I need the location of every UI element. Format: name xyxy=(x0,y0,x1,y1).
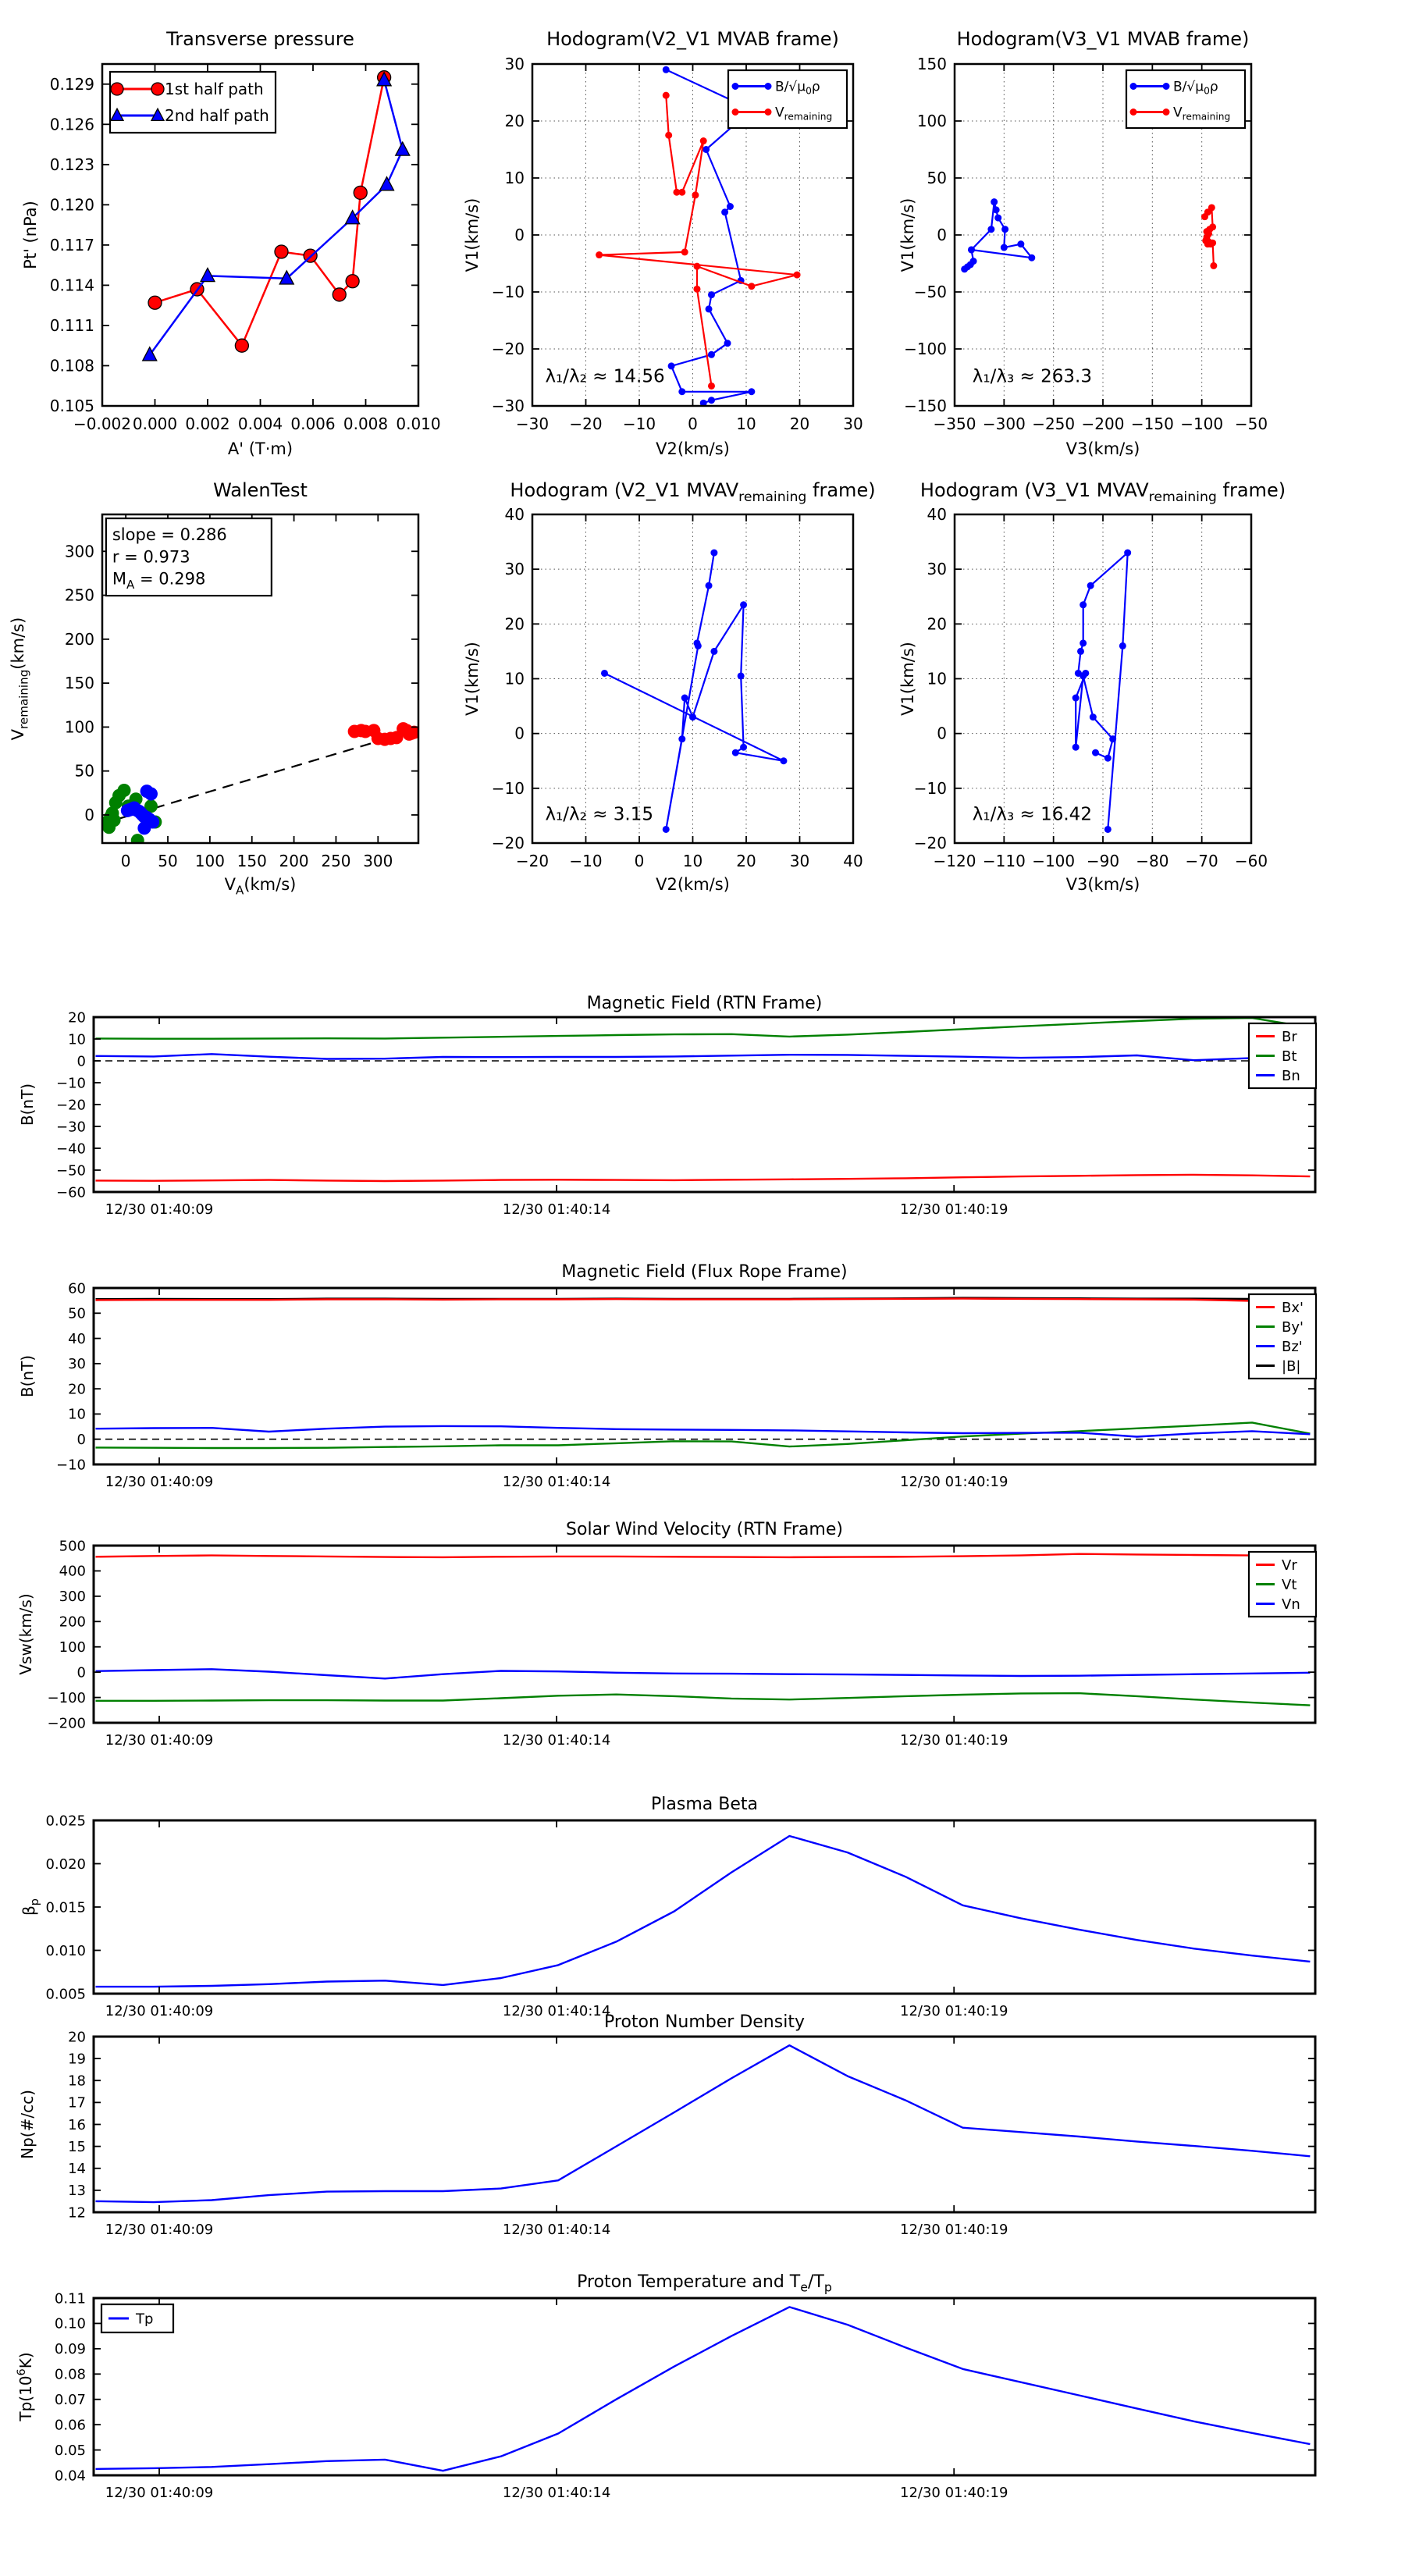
x-tick-label: −250 xyxy=(1032,415,1076,433)
y-tick-label: −10 xyxy=(913,778,947,798)
y-axis-label: Pt' (nPa) xyxy=(21,201,40,269)
chart-title: Proton Temperature and $T_e/T_p$ xyxy=(577,2272,832,2295)
y-tick-label: 50 xyxy=(74,761,94,781)
x-tick-label: −100 xyxy=(1032,852,1076,870)
x-tick-label: 12/30 01:40:09 xyxy=(105,2003,214,2019)
series-group xyxy=(96,2307,1311,2471)
y-tick-label: 16 xyxy=(68,2116,86,2133)
chart-svg-proton_temp xyxy=(0,2264,1405,2529)
ticks xyxy=(94,1288,1315,1464)
y-tick-label: 0.126 xyxy=(49,115,94,134)
series-Vn xyxy=(96,1669,1311,1678)
legend-label: |B| xyxy=(1282,1357,1301,1375)
legend-label: $V_{remaining}$ xyxy=(775,105,833,123)
y-tick-label: 0 xyxy=(937,226,947,244)
chart-svg-proton_density xyxy=(0,2004,1405,2254)
y-tick-label: 0.108 xyxy=(49,356,94,375)
series-cluster-red xyxy=(348,722,421,746)
y-tick-label: 17 xyxy=(68,2094,86,2112)
y-tick-label: 20 xyxy=(68,1009,86,1026)
chart-title: Plasma Beta xyxy=(651,1795,758,1814)
y-tick-label: 10 xyxy=(504,669,525,688)
legend-label: Br xyxy=(1282,1028,1297,1045)
legend-label: Vn xyxy=(1282,1596,1300,1613)
series-beta_p xyxy=(96,1836,1311,1987)
info-box-line: r = 0.973 xyxy=(112,547,190,567)
legend-label: 1st half path xyxy=(165,80,264,98)
y-tick-label: −20 xyxy=(491,340,525,358)
series-Br xyxy=(96,1175,1311,1181)
y-tick-label: 0 xyxy=(76,1664,86,1681)
x-tick-label: 0 xyxy=(634,852,645,870)
series-Bt xyxy=(96,1018,1311,1039)
chart-svg-mag_rtn xyxy=(0,985,1405,1235)
series-group xyxy=(96,1018,1311,1181)
y-tick-label: −10 xyxy=(56,1075,86,1092)
x-axis-label: $V_A(km/s)$ xyxy=(224,875,297,898)
y-tick-label: 0.010 xyxy=(45,1942,86,1959)
legend xyxy=(1249,1294,1316,1379)
y-tick-label: 0.123 xyxy=(49,155,94,174)
y-tick-label: 0.06 xyxy=(54,2417,86,2434)
y-tick-label: 0 xyxy=(514,226,525,244)
series-group xyxy=(1072,550,1132,833)
y-tick-label: −10 xyxy=(491,283,525,301)
legend-label: Tp xyxy=(136,2311,154,2328)
y-tick-label: 19 xyxy=(68,2051,86,2068)
x-tick-label: −20 xyxy=(515,852,550,870)
chart-title: Magnetic Field (Flux Rope Frame) xyxy=(561,1262,848,1282)
y-tick-label: 0.11 xyxy=(54,2290,86,2307)
chart-magnetic-field-rtn xyxy=(0,985,1405,1235)
y-tick-label: 0.005 xyxy=(45,1986,86,2003)
y-tick-label: −100 xyxy=(47,1689,86,1706)
y-tick-label: 0.020 xyxy=(45,1856,86,1873)
chart-proton-number-density xyxy=(0,2004,1405,2254)
y-tick-label: 40 xyxy=(927,505,947,524)
ticks xyxy=(94,1017,1315,1192)
chart-title: Magnetic Field (RTN Frame) xyxy=(586,994,823,1013)
chart-walen-test xyxy=(0,473,484,937)
y-tick-label: 200 xyxy=(64,629,94,649)
y-axis-label: $Tp(10^6K)$ xyxy=(16,2352,35,2421)
x-tick-label: 12/30 01:40:14 xyxy=(502,1201,611,1218)
y-axis-label: $\beta_p$ xyxy=(20,1898,41,1916)
y-tick-label: 0 xyxy=(937,724,947,743)
grid xyxy=(955,514,1251,843)
x-tick-label: −50 xyxy=(1234,415,1268,433)
chart-title: Hodogram(V3_V1 MVAB frame) xyxy=(956,28,1250,50)
chart-title: Hodogram (V2_V1 $MVAV_{remaining}$ frame) xyxy=(510,479,876,505)
x-tick-label: 10 xyxy=(682,852,703,870)
info-box xyxy=(106,518,272,596)
x-tick-label: 0.006 xyxy=(290,415,336,433)
chart-title: Hodogram (V3_V1 $MVAV_{remaining}$ frame) xyxy=(919,479,1286,505)
x-tick-label: −150 xyxy=(1130,415,1174,433)
y-tick-label: 50 xyxy=(927,169,947,187)
x-tick-label: −30 xyxy=(515,415,550,433)
y-tick-label: 0 xyxy=(514,724,525,743)
chart-proton-temperature xyxy=(0,2264,1405,2529)
x-tick-label: −120 xyxy=(933,852,976,870)
y-tick-label: 30 xyxy=(504,560,525,579)
legend-label: Bz' xyxy=(1282,1338,1303,1355)
x-tick-label: 200 xyxy=(279,852,309,870)
series-Bn xyxy=(96,1054,1311,1060)
y-tick-label: 12 xyxy=(68,2204,86,2222)
x-tick-label: 12/30 01:40:09 xyxy=(105,1474,214,1490)
x-axis-label: V2(km/s) xyxy=(656,875,730,894)
x-tick-label: 30 xyxy=(789,852,810,870)
series-Bx' xyxy=(96,1299,1311,1303)
y-axis-label: V1(km/s) xyxy=(463,642,482,716)
chart-solar-wind-velocity xyxy=(0,1513,1405,1763)
series-group xyxy=(96,1554,1311,1706)
series-group xyxy=(961,198,1217,272)
series-V_remaining xyxy=(596,92,800,390)
chart-title: Solar Wind Velocity (RTN Frame) xyxy=(566,1520,843,1539)
x-tick-label: 12/30 01:40:14 xyxy=(502,2003,611,2019)
x-tick-label: 12/30 01:40:19 xyxy=(900,2003,1008,2019)
series-V_remaining xyxy=(601,550,787,833)
y-axis-label: V1(km/s) xyxy=(898,197,917,272)
y-tick-label: 300 xyxy=(64,542,94,561)
series-Vt xyxy=(96,1693,1311,1706)
legend-label: Bn xyxy=(1282,1067,1300,1084)
x-tick-label: 12/30 01:40:14 xyxy=(502,2485,611,2501)
y-tick-label: 10 xyxy=(504,169,525,187)
y-tick-label: 50 xyxy=(68,1305,86,1322)
y-tick-label: 150 xyxy=(64,674,94,693)
chart-svg-hodogram_v2v1_mvav xyxy=(463,473,921,937)
y-tick-label: 0.09 xyxy=(54,2341,86,2358)
y-tick-label: 200 xyxy=(59,1614,86,1631)
series-V_remaining xyxy=(1201,204,1217,269)
eigenvalue-ratio-annotation: λ₁/λ₂ ≈ 14.56 xyxy=(545,366,665,387)
y-axis-label: V1(km/s) xyxy=(463,197,482,272)
legend-label: $B/√\mu_0\rho$ xyxy=(775,79,820,97)
chart-magnetic-field-flux-rope xyxy=(0,1255,1405,1505)
y-tick-label: −20 xyxy=(913,834,947,852)
y-tick-label: −30 xyxy=(56,1119,86,1136)
y-tick-label: 0.111 xyxy=(49,315,94,335)
x-tick-label: 300 xyxy=(363,852,393,870)
x-tick-label: 12/30 01:40:14 xyxy=(502,1474,611,1490)
series-Np xyxy=(96,2045,1311,2202)
legend-label: Bt xyxy=(1282,1048,1297,1065)
x-tick-label: 0.000 xyxy=(132,415,178,433)
chart-svg-vsw_rtn xyxy=(0,1513,1405,1763)
y-tick-label: 20 xyxy=(504,112,525,130)
y-axis-label: $V_{remaining}(km/s)$ xyxy=(9,617,31,741)
chart-title: Transverse pressure xyxy=(166,28,354,50)
y-tick-label: −50 xyxy=(56,1162,86,1179)
x-tick-label: −60 xyxy=(1234,852,1268,870)
y-tick-label: −50 xyxy=(913,283,947,301)
x-tick-label: 12/30 01:40:14 xyxy=(502,1732,611,1749)
y-tick-label: −60 xyxy=(56,1184,86,1201)
y-tick-label: 0.105 xyxy=(49,397,94,415)
y-tick-label: 0.015 xyxy=(45,1899,86,1916)
x-tick-label: 0.004 xyxy=(237,415,283,433)
y-tick-label: 100 xyxy=(64,717,94,737)
y-tick-label: 0.129 xyxy=(49,74,94,94)
x-tick-label: 12/30 01:40:19 xyxy=(900,1732,1008,1749)
x-tick-label: 20 xyxy=(789,415,810,433)
y-axis-label: B(nT) xyxy=(18,1083,37,1126)
chart-hodogram-v3v1-mvav xyxy=(898,473,1405,937)
series-Bz' xyxy=(96,1426,1311,1437)
x-axis-label: V3(km/s) xyxy=(1065,439,1140,458)
y-tick-label: 0.120 xyxy=(49,195,94,215)
chart-title: Proton Number Density xyxy=(604,2012,805,2032)
chart-svg-plasma_beta xyxy=(0,1788,1405,2037)
axes-frame xyxy=(94,1288,1315,1464)
y-tick-label: 18 xyxy=(68,2073,86,2090)
eigenvalue-ratio-annotation: λ₁/λ₂ ≈ 3.15 xyxy=(545,804,653,825)
y-tick-label: 0.08 xyxy=(54,2366,86,2383)
x-tick-label: 12/30 01:40:14 xyxy=(502,2222,611,2238)
y-tick-label: 0.04 xyxy=(54,2467,86,2485)
y-tick-label: 20 xyxy=(68,1381,86,1398)
x-tick-label: −300 xyxy=(982,415,1026,433)
y-tick-label: 0.10 xyxy=(54,2315,86,2332)
info-box-line: $M_A = 0.298$ xyxy=(112,569,206,592)
axes-frame xyxy=(94,1820,1315,1994)
y-tick-label: 13 xyxy=(68,2183,86,2200)
y-tick-label: 0.05 xyxy=(54,2442,86,2459)
series-group xyxy=(601,550,787,833)
legend-label: Vr xyxy=(1282,1557,1297,1574)
series-Tp xyxy=(96,2307,1311,2471)
chart-plasma-beta xyxy=(0,1788,1405,2037)
series-group xyxy=(96,2045,1311,2202)
y-tick-label: 500 xyxy=(59,1538,86,1555)
chart-svg-walen_test xyxy=(0,473,484,937)
legend xyxy=(1249,1552,1316,1617)
series-B_alfven xyxy=(961,198,1035,272)
y-tick-label: 250 xyxy=(64,585,94,605)
x-tick-label: 40 xyxy=(843,852,863,870)
eigenvalue-ratio-annotation: λ₁/λ₃ ≈ 263.3 xyxy=(972,366,1092,387)
y-axis-label: Vsw(km/s) xyxy=(16,1593,35,1675)
legend xyxy=(1249,1023,1316,1088)
y-tick-label: 10 xyxy=(68,1031,86,1048)
y-tick-label: 10 xyxy=(68,1406,86,1423)
y-tick-label: −20 xyxy=(491,834,525,852)
y-tick-label: 150 xyxy=(916,55,947,73)
x-tick-label: 12/30 01:40:19 xyxy=(900,1201,1008,1218)
chart-title: WalenTest xyxy=(213,479,308,501)
chart-svg-mag_fr xyxy=(0,1255,1405,1505)
info-box-line: slope = 0.286 xyxy=(112,525,227,544)
x-tick-label: −80 xyxy=(1136,852,1169,870)
axes-frame xyxy=(94,2037,1315,2212)
chart-hodogram-v2v1-mvav xyxy=(463,473,921,937)
x-tick-label: −70 xyxy=(1185,852,1218,870)
x-axis-label: V3(km/s) xyxy=(1065,875,1140,894)
y-tick-label: 14 xyxy=(68,2161,86,2178)
y-tick-label: 0 xyxy=(76,1432,86,1449)
y-tick-label: 40 xyxy=(68,1330,86,1347)
y-tick-label: 100 xyxy=(59,1639,86,1656)
legend-label: $V_{remaining}$ xyxy=(1173,105,1231,123)
eigenvalue-ratio-annotation: λ₁/λ₃ ≈ 16.42 xyxy=(972,804,1092,825)
legend xyxy=(110,72,276,133)
y-tick-label: 10 xyxy=(927,669,947,688)
y-tick-label: −10 xyxy=(491,778,525,798)
y-tick-label: 300 xyxy=(59,1589,86,1606)
y-tick-label: 0.025 xyxy=(45,1813,86,1830)
y-tick-label: 100 xyxy=(916,112,947,130)
y-tick-label: 0.117 xyxy=(49,235,94,254)
y-tick-label: 20 xyxy=(504,614,525,634)
x-axis-label: A' (T·m) xyxy=(227,439,293,458)
chart-hodogram-v2v1-mvab xyxy=(463,11,921,484)
x-tick-label: −350 xyxy=(933,415,976,433)
x-tick-label: 250 xyxy=(321,852,351,870)
x-tick-label: 12/30 01:40:19 xyxy=(900,2485,1008,2501)
legend xyxy=(1126,70,1245,128)
x-tick-label: 150 xyxy=(237,852,267,870)
x-tick-label: −10 xyxy=(622,415,656,433)
axes-frame xyxy=(94,2298,1315,2475)
y-tick-label: 0.114 xyxy=(49,276,94,295)
x-tick-label: 12/30 01:40:09 xyxy=(105,2222,214,2238)
ticks xyxy=(94,2037,1315,2212)
series-group xyxy=(96,1298,1311,1448)
legend xyxy=(728,70,847,128)
legend-label: 2nd half path xyxy=(165,106,269,125)
x-tick-label: −10 xyxy=(569,852,603,870)
x-tick-label: 12/30 01:40:09 xyxy=(105,1201,214,1218)
x-tick-label: 0.008 xyxy=(343,415,389,433)
y-tick-label: −40 xyxy=(56,1140,86,1158)
x-tick-label: 50 xyxy=(158,852,178,870)
y-tick-label: 0.07 xyxy=(54,2392,86,2409)
x-tick-label: −90 xyxy=(1086,852,1120,870)
chart-hodogram-v3v1-mvab xyxy=(898,11,1405,484)
y-axis-label: Np(#/cc) xyxy=(18,2090,37,2159)
x-axis-label: V2(km/s) xyxy=(656,439,730,458)
y-axis-label: B(nT) xyxy=(18,1354,37,1398)
y-tick-label: 30 xyxy=(927,560,947,579)
chart-svg-hodogram_v2v1_mvab xyxy=(463,11,921,484)
y-tick-label: −150 xyxy=(904,397,947,415)
legend-label: Vt xyxy=(1282,1576,1297,1593)
axes-frame xyxy=(94,1017,1315,1192)
x-tick-label: −110 xyxy=(982,852,1026,870)
ticks xyxy=(94,2298,1315,2475)
series-group xyxy=(96,1836,1311,1987)
y-tick-label: 0 xyxy=(84,805,94,824)
chart-title: Hodogram(V2_V1 MVAB frame) xyxy=(546,28,839,50)
legend-label: $B/√\mu_0\rho$ xyxy=(1173,79,1218,97)
y-tick-label: −100 xyxy=(904,340,947,358)
y-tick-label: −30 xyxy=(491,397,525,415)
x-tick-label: −0.002 xyxy=(73,415,132,433)
x-tick-label: 0.010 xyxy=(396,415,441,433)
chart-svg-transverse_pressure xyxy=(0,11,484,484)
y-tick-label: 15 xyxy=(68,2138,86,2155)
x-tick-label: 30 xyxy=(843,415,863,433)
y-tick-label: −20 xyxy=(56,1097,86,1114)
y-tick-label: 20 xyxy=(927,614,947,634)
series-group xyxy=(101,722,421,847)
y-tick-label: 30 xyxy=(504,55,525,73)
legend xyxy=(101,2304,173,2332)
chart-transverse-pressure xyxy=(0,11,484,484)
legend-label: By' xyxy=(1282,1318,1304,1336)
series-Vr xyxy=(96,1554,1311,1557)
y-tick-label: −200 xyxy=(47,1715,86,1732)
x-tick-label: 10 xyxy=(736,415,756,433)
ticks xyxy=(94,1820,1315,1994)
y-tick-label: 30 xyxy=(68,1356,86,1373)
x-tick-label: −100 xyxy=(1180,415,1224,433)
x-tick-label: 0 xyxy=(688,415,698,433)
y-tick-label: 60 xyxy=(68,1280,86,1297)
x-tick-label: 100 xyxy=(194,852,225,870)
x-tick-label: −20 xyxy=(569,415,603,433)
chart-svg-hodogram_v3v1_mvav xyxy=(898,473,1405,937)
x-tick-label: 0 xyxy=(120,852,131,870)
chart-svg-hodogram_v3v1_mvab xyxy=(898,11,1405,484)
x-tick-label: 0.002 xyxy=(185,415,230,433)
y-tick-label: 400 xyxy=(59,1563,86,1580)
y-tick-label: 0 xyxy=(76,1053,86,1070)
y-tick-label: −10 xyxy=(56,1457,86,1474)
x-tick-label: 12/30 01:40:09 xyxy=(105,1732,214,1749)
y-axis-label: V1(km/s) xyxy=(898,642,917,716)
x-tick-label: 20 xyxy=(736,852,756,870)
series-V_remaining xyxy=(1072,550,1132,833)
x-tick-label: 12/30 01:40:19 xyxy=(900,2222,1008,2238)
x-tick-label: −200 xyxy=(1081,415,1125,433)
y-tick-label: 20 xyxy=(68,2029,86,2046)
x-tick-label: 12/30 01:40:09 xyxy=(105,2485,214,2501)
legend-label: Bx' xyxy=(1282,1299,1304,1316)
y-tick-label: 40 xyxy=(504,505,525,524)
x-tick-label: 12/30 01:40:19 xyxy=(900,1474,1008,1490)
